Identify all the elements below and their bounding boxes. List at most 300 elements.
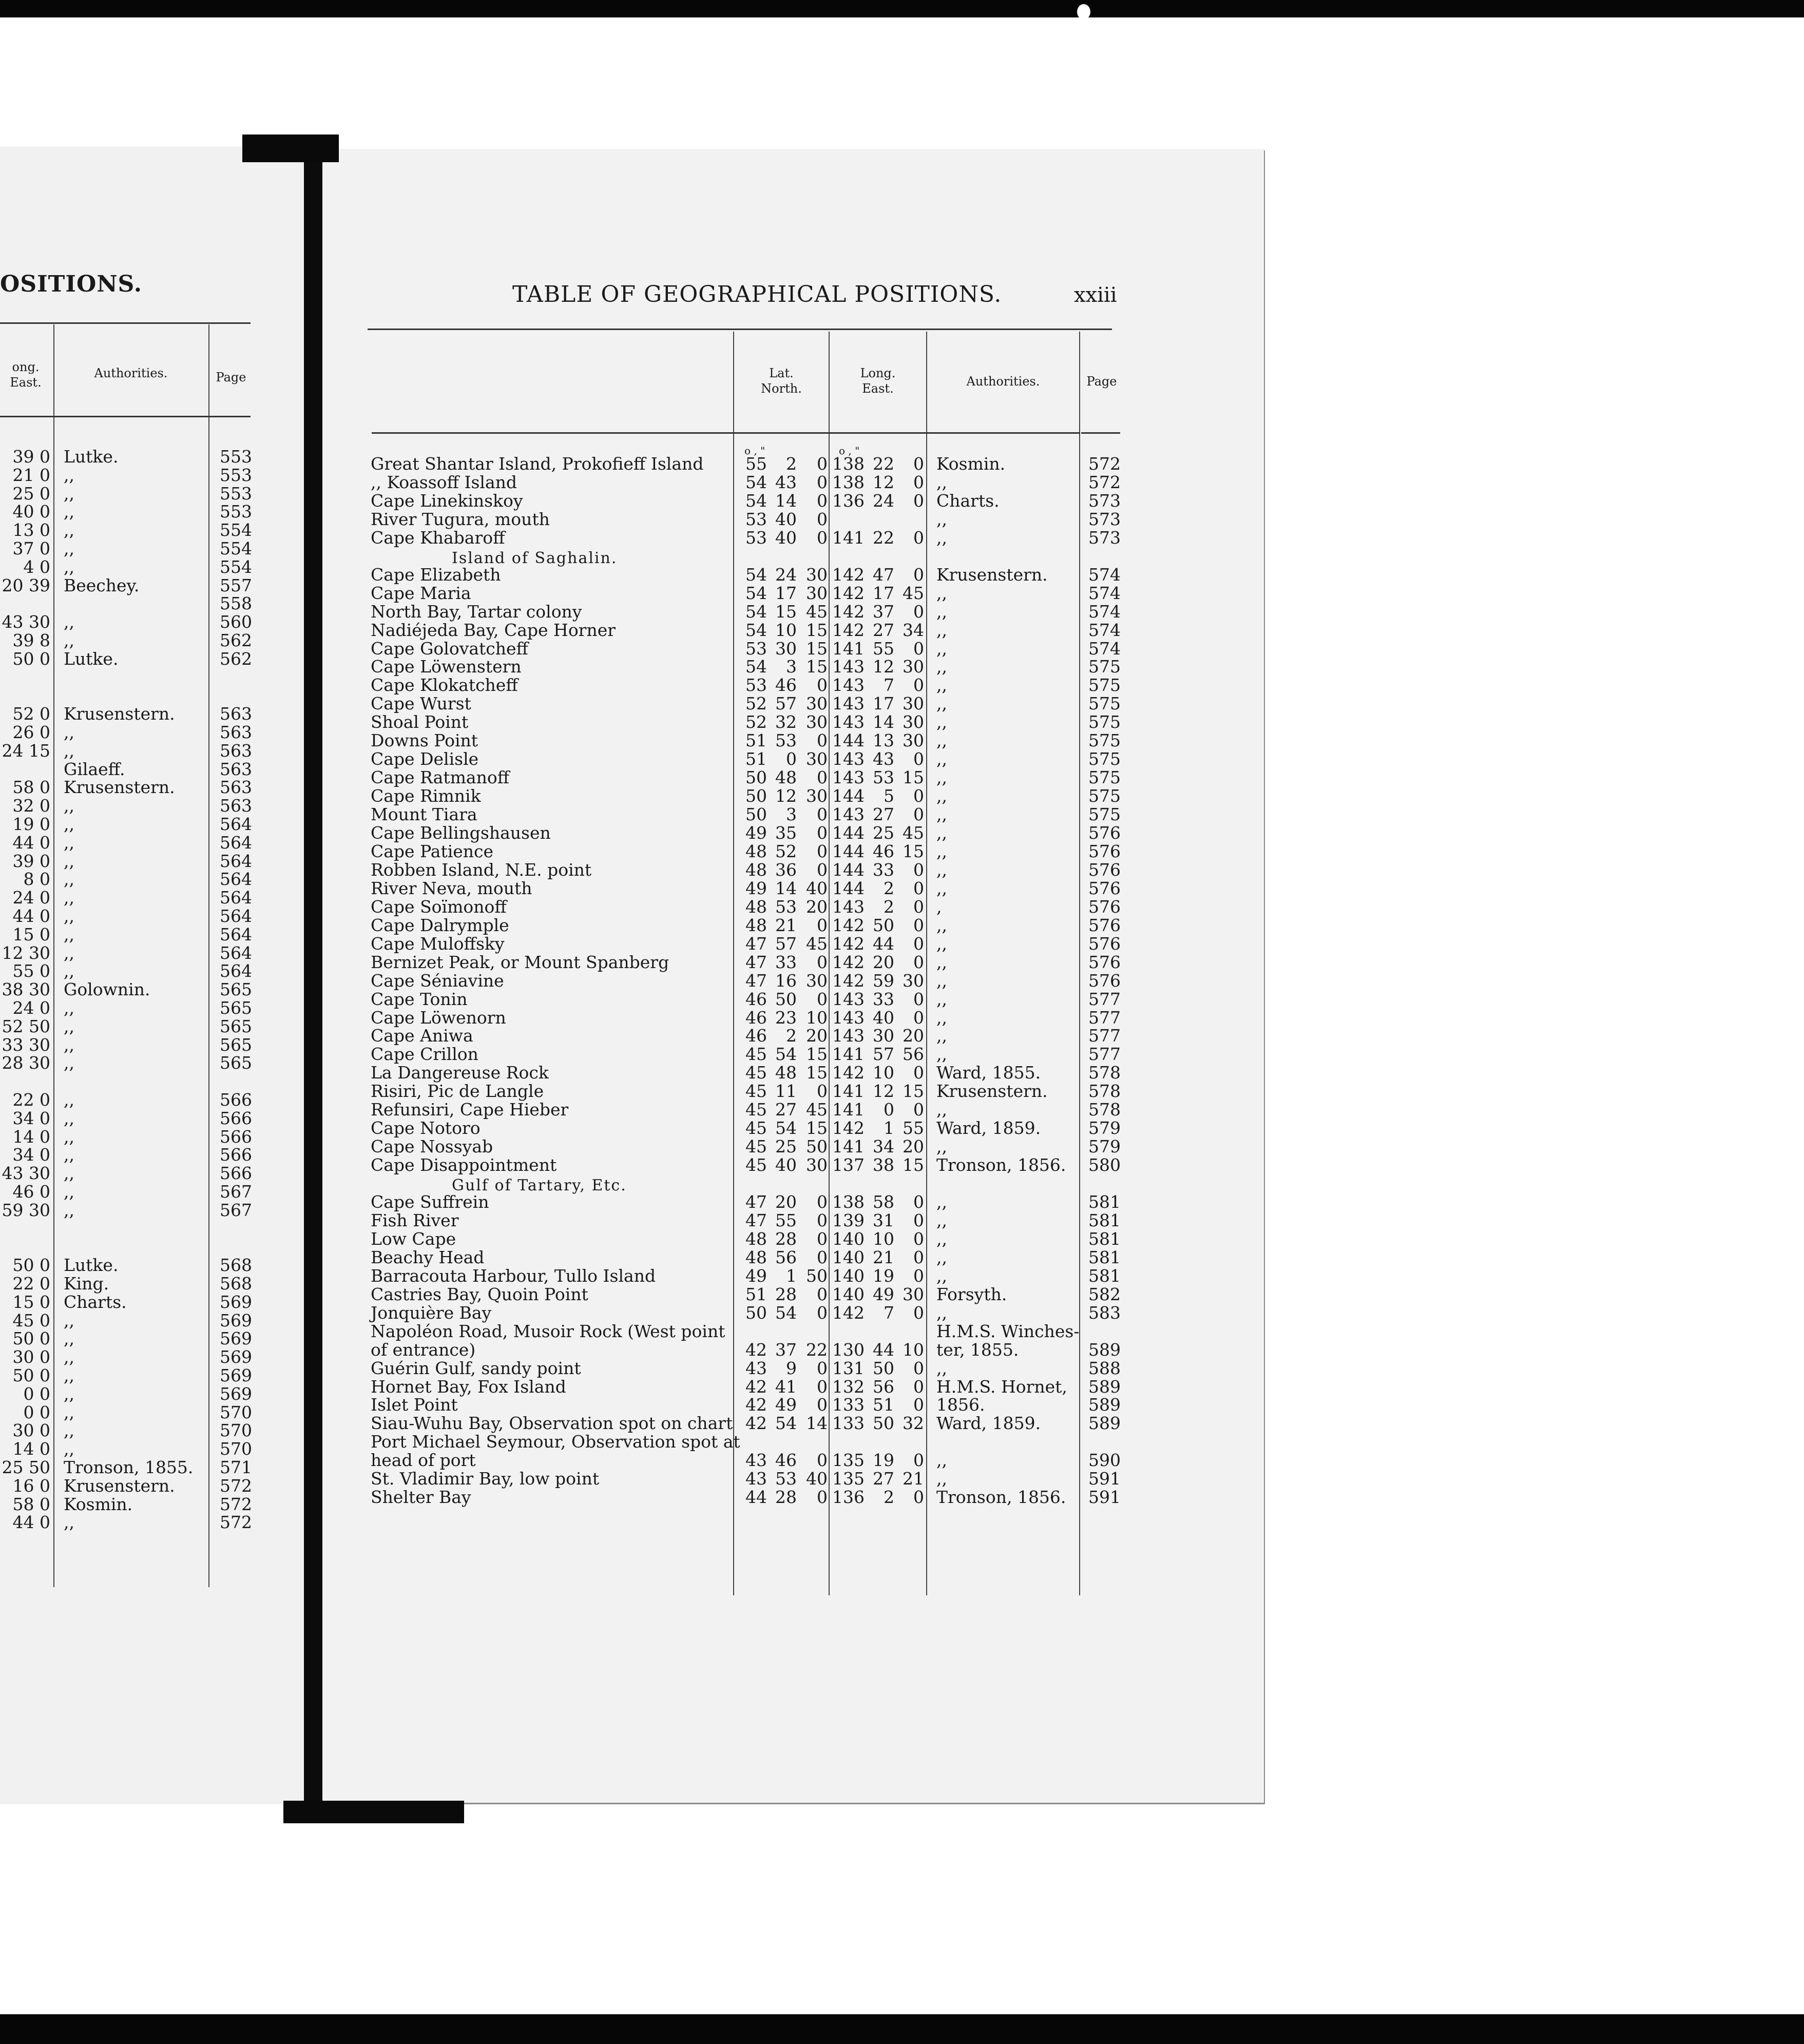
lat-value: 0 [817,952,828,972]
lat-value: 53 [745,509,767,529]
page-ref: 573 [1088,509,1121,529]
page-ref: 577 [1088,1007,1121,1028]
lat-value: 0 [817,1395,828,1415]
table-row [0,1359,1181,1378]
long-value: 142 [832,601,865,622]
long-value: 53 [873,767,894,788]
page-ref: 578 [1088,1100,1121,1120]
table-row [0,713,1181,731]
long-value: 57 [873,1044,894,1065]
long-value: 130 [832,1339,865,1360]
lat-value: 42 [745,1376,767,1397]
lat-value: 42 [745,1395,767,1415]
left-authority-cell: Lutke. [64,1255,119,1276]
long-value: 27 [873,804,894,825]
long-value: 0 [913,1007,924,1028]
authority: Ward, 1855. [936,1063,1041,1083]
authority: ,, [936,970,947,991]
long-value: 33 [873,859,894,880]
long-value: 142 [832,1063,865,1083]
left-long-cell: 39 0 [12,447,50,467]
section-heading: Gulf of Tartary, Etc. [452,1177,627,1195]
left-page-cell: 565 [220,1053,252,1073]
left-long-cell: 13 0 [12,520,50,541]
lat-value: 43 [745,1469,767,1489]
left-authority-cell: ,, [64,1512,74,1533]
long-value: 2 [884,878,894,898]
lat-value: 45 [806,1100,828,1120]
authority: ,, [936,1044,947,1065]
long-value: 7 [884,1302,894,1323]
lat-value: 41 [775,1376,797,1397]
lat-value: 27 [775,1100,797,1120]
long-value: 12 [873,657,894,677]
long-value: 32 [903,1413,924,1434]
long-value: 140 [832,1265,865,1286]
left-long-cell: 38 30 [2,979,50,1000]
left-authority-cell: ,, [64,1365,74,1385]
place-name: River Tugura, mouth [371,509,550,529]
lat-value: 54 [775,1044,797,1065]
left-page-cell: 566 [220,1108,252,1128]
left-long-cell: 30 0 [12,1347,50,1367]
lat-value: 43 [745,1358,767,1378]
place-name: Bernizet Peak, or Mount Spanberg [371,952,669,972]
left-long-cell: 0 0 [23,1402,50,1422]
left-subheader-rule [0,416,251,417]
place-name: Jonquière Bay [371,1302,492,1323]
authority: ,, [936,786,947,806]
place-name: Castries Bay, Quoin Point [371,1284,588,1304]
left-long-cell: 25 0 [12,483,50,504]
place-name: of entrance) [371,1339,476,1360]
place-name: Cape Soïmonoff [371,896,507,917]
authority: ,, [936,841,947,861]
lat-value: 54 [745,472,767,492]
place-name: Siau-Wuhu Bay, Observation spot on chart [371,1413,733,1434]
long-value: 142 [832,1302,865,1323]
authority: ,, [936,601,947,622]
page-ref: 574 [1088,583,1121,603]
table-row [0,1285,1181,1304]
lat-value: 40 [775,1155,797,1175]
long-value: 143 [832,749,865,769]
left-authority-cell: ,, [64,1347,74,1367]
lat-value: 45 [806,601,828,622]
lat-value: 22 [806,1339,828,1360]
long-value: 12 [873,472,894,492]
page-ref: 575 [1088,675,1121,696]
long-value: 47 [873,564,894,585]
place-name: Shelter Bay [371,1487,471,1508]
left-page-cell: 564 [220,906,252,926]
left-long-cell: 16 0 [12,1475,50,1496]
left-page-cell: 558 [220,593,252,614]
long-value: 144 [832,859,865,880]
page-ref: 581 [1088,1210,1121,1230]
page-number: xxiii [1074,283,1117,307]
page-ref: 575 [1088,786,1121,806]
scan-artifact [1077,4,1090,20]
lat-header: Lat. North. [761,366,802,396]
lat-value: 47 [745,1192,767,1212]
authority: ,, [936,823,947,843]
scan-border-bottom [0,2014,1804,2044]
left-page-cell: 570 [220,1439,252,1459]
table-row [0,1248,1181,1267]
authority: ,, [936,472,947,492]
table-row [0,731,1181,750]
lat-value: 0 [817,1302,828,1323]
lat-value: 0 [817,804,828,825]
left-authority-cell: ,, [64,906,74,926]
long-value: 15 [903,1155,924,1175]
long-value: 49 [873,1284,894,1304]
long-value: 135 [832,1450,865,1471]
authority: ,, [936,1228,947,1249]
table-row [0,510,1181,529]
lat-value: 53 [745,675,767,696]
page-ref: 576 [1088,841,1121,861]
left-authority-cell: ,, [64,869,74,890]
left-long-cell: 52 50 [2,1016,50,1036]
lat-value: 50 [745,767,767,788]
left-long-cell: 0 0 [23,1383,50,1404]
long-value: 31 [873,1210,894,1230]
lat-value: 40 [775,509,797,529]
left-page-cell: 564 [220,961,252,981]
left-authority-cell: ,, [64,556,74,577]
place-name: River Neva, mouth [371,878,532,898]
place-name: Cape Crillon [371,1044,478,1065]
page-ref: 575 [1088,767,1121,788]
left-long-cell: 58 0 [12,777,50,798]
lat-value: 0 [817,1210,828,1230]
lat-value: 32 [775,712,797,732]
long-value: 142 [832,915,865,935]
lat-value: 10 [806,1007,828,1028]
long-value: 142 [832,933,865,954]
left-authority-cell: ,, [64,851,74,871]
page-ref: 574 [1088,620,1121,640]
left-authority-cell: King. [64,1274,109,1294]
left-long-cell: 34 0 [12,1145,50,1165]
long-value: 143 [832,767,865,788]
authority: Krusenstern. [936,1081,1048,1102]
left-authority-cell: ,, [64,1034,74,1055]
lat-value: 47 [745,933,767,954]
authority: ,, [936,675,947,696]
long-value: 0 [913,675,924,696]
place-name: Cape Delisle [371,749,479,769]
left-page-cell: 569 [220,1365,252,1385]
long-value: 19 [873,1450,894,1471]
authority: ,, [936,583,947,603]
long-value: 50 [873,1358,894,1378]
lat-value: 15 [806,1063,828,1083]
table-row [0,935,1181,953]
left-long-cell: 39 8 [12,630,50,650]
page-ref: 581 [1088,1265,1121,1286]
authority: ,, [936,1100,947,1120]
place-name: Mount Tiara [371,804,477,825]
lat-value: 0 [817,675,828,696]
authorities-header: Authorities. [966,374,1040,389]
lat-value: 51 [745,1284,767,1304]
table-row [0,676,1181,695]
left-long-cell: 19 0 [12,814,50,834]
page-title: TABLE OF GEOGRAPHICAL POSITIONS. [512,281,1002,307]
lat-value: 0 [817,509,828,529]
page-header: Page [1086,374,1117,389]
table-row [0,750,1181,768]
lat-value: 45 [745,1063,767,1083]
page-ref: 580 [1088,1155,1121,1175]
table-row [0,658,1181,676]
authority: Ward, 1859. [936,1413,1041,1434]
lat-value: 37 [775,1339,797,1360]
left-page-cell: 565 [220,998,252,1018]
long-value: 50 [873,915,894,935]
left-long-cell: 50 0 [12,1328,50,1349]
page-ref: 589 [1088,1413,1121,1434]
subheader-rule [372,432,1080,434]
table-row [0,1451,1181,1470]
table-row [0,805,1181,824]
lat-value: 50 [806,1265,828,1286]
left-authority-cell: ,, [64,722,74,742]
lat-value: 53 [775,730,797,751]
lat-value: 2 [786,454,797,474]
table-row [0,1470,1181,1488]
lat-value: 53 [745,527,767,548]
page-ref: 578 [1088,1081,1121,1102]
lat-value: 51 [745,730,767,751]
table-row [0,1101,1181,1119]
place-name: Cape Bellingshausen [371,823,551,843]
table-row [0,898,1181,916]
long-value: 51 [873,1395,894,1415]
lat-value: 47 [745,970,767,991]
page-ref: 577 [1088,1026,1121,1046]
left-long-cell: 30 0 [12,1420,50,1441]
lat-value: 14 [775,490,797,511]
lat-value: 10 [775,620,797,640]
place-name: Cape Rimnik [371,786,481,806]
lat-value: 46 [775,675,797,696]
lat-value: 0 [817,454,828,474]
long-value: 0 [913,638,924,659]
authority: ,, [936,638,947,659]
lat-value: 47 [745,952,767,972]
long-value: 0 [913,859,924,880]
long-value: 138 [832,454,865,474]
page-ref: 576 [1088,915,1121,935]
lat-value: 0 [817,1376,828,1397]
left-page-cell: 562 [220,648,252,669]
left-page-cell: 565 [220,1016,252,1036]
long-value: 30 [903,693,924,714]
left-authority-cell: ,, [64,1439,74,1459]
table-row [0,1267,1181,1285]
long-value: 10 [903,1339,924,1360]
left-long-cell: 59 30 [2,1200,50,1220]
lat-value: 30 [806,749,828,769]
long-value: 56 [903,1044,924,1065]
table-row [0,1009,1181,1027]
long-value: 135 [832,1469,865,1489]
page-ref: 573 [1088,527,1121,548]
page-ref: 591 [1088,1469,1121,1489]
lat-value: 50 [806,1136,828,1157]
place-name: ,, Koassoff Island [371,472,517,492]
left-long-cell: 22 0 [12,1274,50,1294]
lat-value: 9 [786,1358,797,1378]
long-value: 27 [873,1469,894,1489]
lat-value: 15 [806,1044,828,1065]
long-value: 55 [873,638,894,659]
lat-value: 36 [775,859,797,880]
long-value: 143 [832,804,865,825]
authority: ter, 1855. [936,1339,1019,1360]
lat-value: 16 [775,970,797,991]
left-long-cell: 8 0 [23,869,50,890]
long-value: 0 [913,1487,924,1508]
long-value: 0 [913,1395,924,1415]
lat-value: 20 [806,1026,828,1046]
left-authority-cell: ,, [64,1090,74,1110]
lat-value: 0 [817,1228,828,1249]
left-header-rule [0,322,251,324]
left-page-cell: 563 [220,722,252,742]
place-name: Barracouta Harbour, Tullo Island [371,1265,656,1286]
lat-value: 0 [817,490,828,511]
long-value: 144 [832,786,865,806]
long-value: 143 [832,989,865,1009]
long-value: 0 [913,1450,924,1471]
lat-value: 11 [775,1081,797,1102]
lat-value: 53 [775,1469,797,1489]
long-units: o , " [839,445,860,457]
lat-value: 52 [745,693,767,714]
authority: Forsyth. [936,1284,1007,1304]
long-value: 50 [873,1413,894,1434]
place-name: North Bay, Tartar colony [371,601,582,622]
authority: ,, [936,933,947,954]
long-value: 19 [873,1265,894,1286]
table-row [0,768,1181,787]
left-page-cell: 566 [220,1090,252,1110]
page-ref: 589 [1088,1395,1121,1415]
authority: Krusenstern. [936,564,1048,585]
long-value: 21 [873,1247,894,1267]
authority: 1856. [936,1395,985,1415]
lat-value: 15 [806,657,828,677]
lat-value: 54 [745,657,767,677]
long-value: 0 [913,749,924,769]
long-value: 5 [884,786,894,806]
left-long-cell: 40 0 [12,502,50,522]
lat-value: 30 [806,970,828,991]
long-value: 2 [884,1487,894,1508]
left-page-cell: 565 [220,979,252,1000]
left-long-cell: 4 0 [23,556,50,577]
page-ref: 576 [1088,952,1121,972]
left-long-cell: 45 0 [12,1310,50,1330]
authority: Ward, 1859. [936,1118,1041,1139]
place-name: Cape Ratmanoff [371,767,510,788]
lat-value: 30 [775,638,797,659]
long-value: 0 [884,1100,894,1120]
authority: , [936,896,942,917]
lat-value: 30 [806,583,828,603]
long-value: 142 [832,1118,865,1139]
long-value: 58 [873,1192,894,1212]
long-value: 17 [873,583,894,603]
table-row [0,640,1181,658]
authority: ,, [936,989,947,1009]
left-page-cell: 564 [220,832,252,853]
page-ref: 576 [1088,823,1121,843]
place-name: Refunsiri, Cape Hieber [371,1100,569,1120]
authority: ,, [936,1007,947,1028]
long-value: 144 [832,823,865,843]
left-page-cell: 564 [220,888,252,908]
left-long-cell: 37 0 [12,538,50,558]
authority: ,, [936,915,947,935]
long-value: 144 [832,841,865,861]
lat-value: 54 [775,1302,797,1323]
table-row [0,1193,1181,1211]
lat-value: 20 [806,896,828,917]
page-ref: 581 [1088,1192,1121,1212]
lat-value: 30 [806,693,828,714]
lat-value: 30 [806,564,828,585]
long-value: 45 [903,823,924,843]
place-name: Cape Disappointment [371,1155,557,1175]
authority: Charts. [936,490,1000,511]
left-long-cell: 21 0 [12,465,50,485]
long-value: 133 [832,1395,865,1415]
left-page-cell: 569 [220,1291,252,1312]
page-ref: 576 [1088,896,1121,917]
authority: ,, [936,859,947,880]
authority: ,, [936,1265,947,1286]
lat-value: 42 [745,1413,767,1434]
page-ref: 574 [1088,601,1121,622]
long-value: 0 [913,1265,924,1286]
left-authority-cell: Beechey. [64,575,140,595]
place-name: Great Shantar Island, Prokofieff Island [371,454,704,474]
long-value: 144 [832,730,865,751]
lat-value: 0 [817,823,828,843]
long-value: 33 [873,989,894,1009]
left-page-heading: OSITIONS. [0,271,143,297]
left-authority-cell: ,, [64,924,74,944]
long-value: 0 [913,1302,924,1323]
left-authority-cell: ,, [64,1383,74,1404]
long-value: 20 [903,1026,924,1046]
long-value: 140 [832,1247,865,1267]
long-value: 0 [913,804,924,825]
left-long-cell: 46 0 [12,1182,50,1202]
left-page-cell: 570 [220,1420,252,1441]
table-row [0,1211,1181,1230]
authority: ,, [936,1450,947,1471]
long-value: 140 [832,1284,865,1304]
lat-value: 0 [817,915,828,935]
authority: ,, [936,730,947,751]
